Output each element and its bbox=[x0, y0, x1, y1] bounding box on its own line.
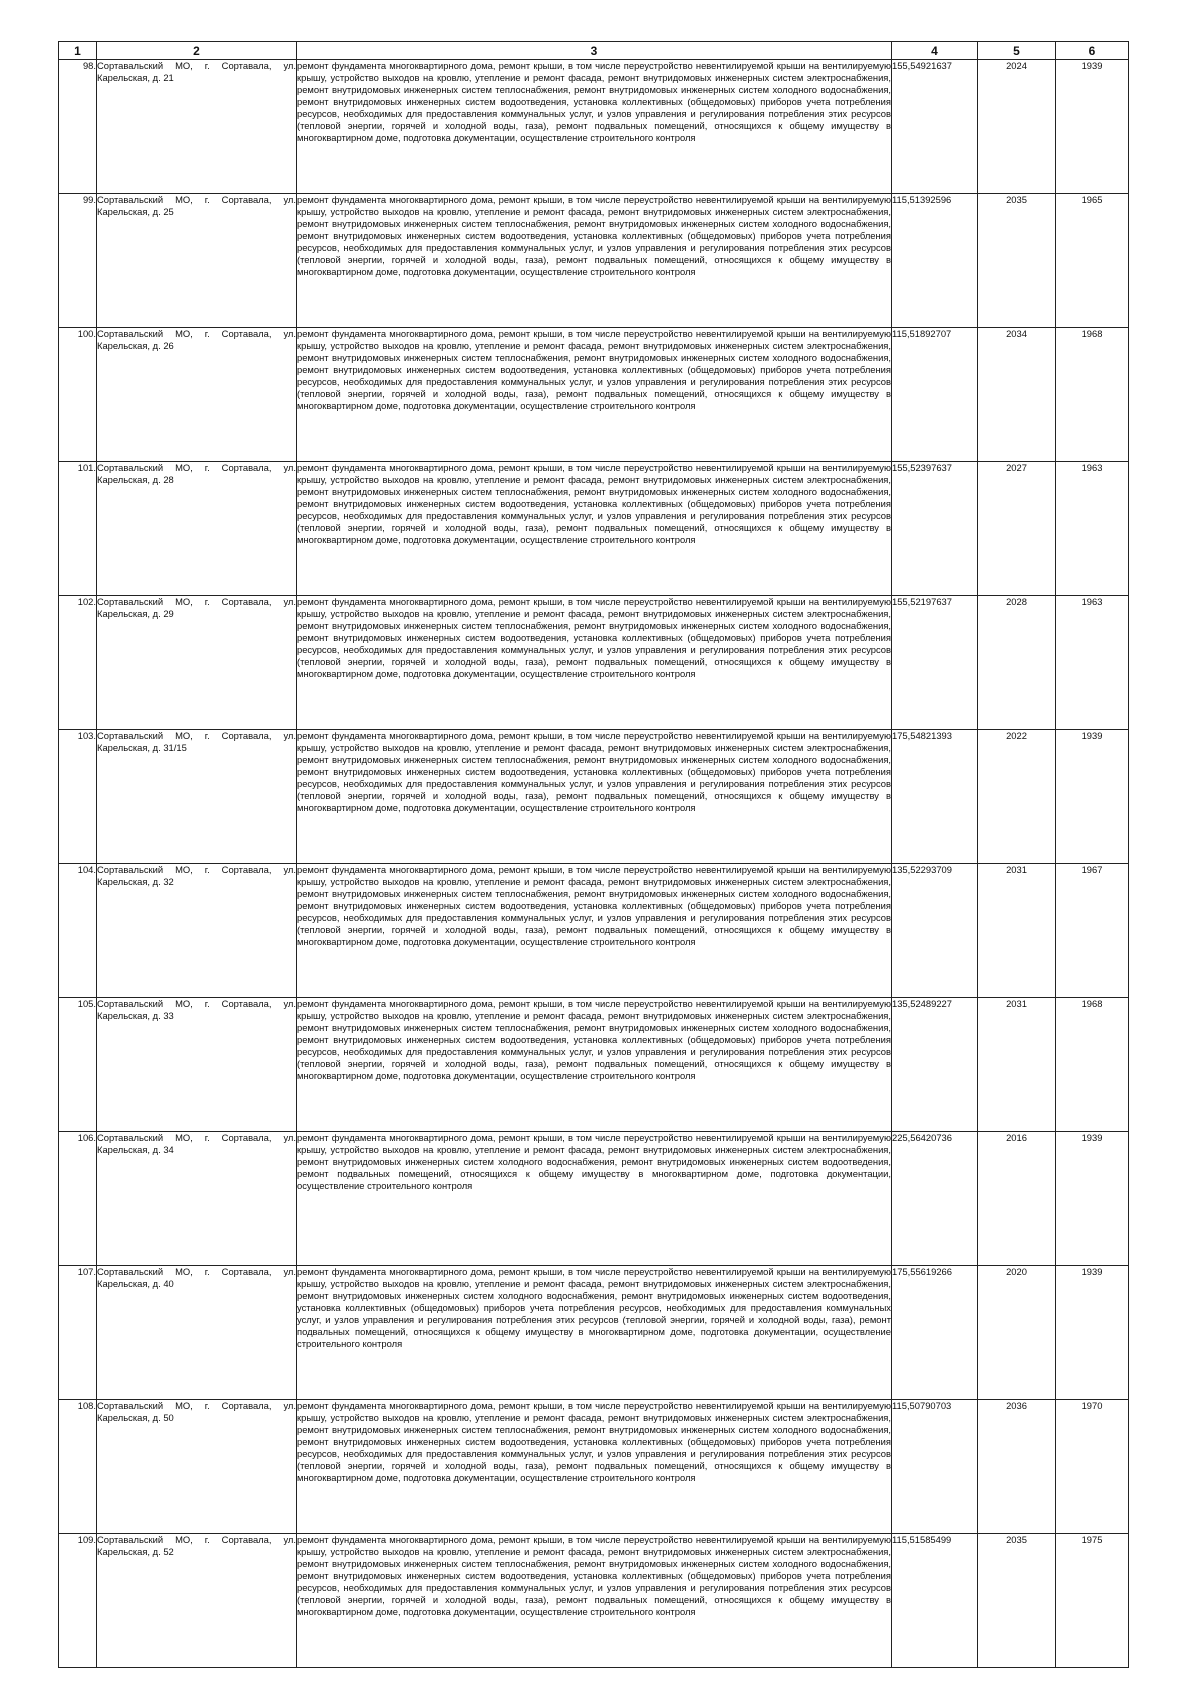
row-year: 2031 bbox=[978, 864, 1056, 998]
row-cost: 155,52397637 bbox=[892, 462, 978, 596]
row-built: 1963 bbox=[1056, 596, 1129, 730]
row-works: ремонт фундамента многоквартирного дома, ремонт крыши, в том числе переустройство невентилируемой крыши на вентилируемую крышу, устройство выходов на кровлю, утепление и ремонт фасада, ремонт внутридомовых инженерных систем электроснабжения, ремонт внутридомовых инженерных систем теплоснабжения, ремонт внутридомовых инженерных систем холодного водоснабжения, ремонт внутридомовых инженерных систем водоотведения, установка коллективных (общедомовых) приборов учета потребления ресурсов, необходимых для предоставления коммунальных услуг, и узлов управления и регулирования потребления этих ресурсов (тепловой энергии, горячей и холодной воды, газа), ремонт подвальных помещений, относящихся к общему имуществу в многоквартирном доме, подготовка документации, осуществление строительного контроля bbox=[297, 462, 892, 596]
row-cost: 225,56420736 bbox=[892, 1132, 978, 1266]
row-cost: 175,54821393 bbox=[892, 730, 978, 864]
col-header-6: 6 bbox=[1056, 42, 1129, 60]
row-year: 2027 bbox=[978, 462, 1056, 596]
row-number: 101. bbox=[59, 462, 97, 596]
table-row bbox=[59, 1534, 1129, 1668]
register-table bbox=[58, 41, 1129, 1668]
row-address: Сортавальский МО, г. Сортавала, ул. Карельская, д. 29 bbox=[97, 596, 297, 730]
row-built: 1967 bbox=[1056, 864, 1129, 998]
row-works: ремонт фундамента многоквартирного дома, ремонт крыши, в том числе переустройство невентилируемой крыши на вентилируемую крышу, устройство выходов на кровлю, утепление и ремонт фасада, ремонт внутридомовых инженерных систем электроснабжения, ремонт внутридомовых инженерных систем теплоснабжения, ремонт внутридомовых инженерных систем холодного водоснабжения, ремонт внутридомовых инженерных систем водоотведения, установка коллективных (общедомовых) приборов учета потребления ресурсов, необходимых для предоставления коммунальных услуг, и узлов управления и регулирования потребления этих ресурсов (тепловой энергии, горячей и холодной воды, газа), ремонт подвальных помещений, относящихся к общему имуществу в многоквартирном доме, подготовка документации, осуществление строительного контроля bbox=[297, 730, 892, 864]
table-row bbox=[59, 328, 1129, 462]
row-number: 99. bbox=[59, 194, 97, 328]
table-row bbox=[59, 1132, 1129, 1266]
table-row bbox=[59, 194, 1129, 328]
row-address: Сортавальский МО, г. Сортавала, ул. Карельская, д. 33 bbox=[97, 998, 297, 1132]
row-built: 1975 bbox=[1056, 1534, 1129, 1668]
row-address: Сортавальский МО, г. Сортавала, ул. Карельская, д. 32 bbox=[97, 864, 297, 998]
row-cost: 175,55619266 bbox=[892, 1266, 978, 1400]
row-works: ремонт фундамента многоквартирного дома, ремонт крыши, в том числе переустройство невентилируемой крыши на вентилируемую крышу, устройство выходов на кровлю, утепление и ремонт фасада, ремонт внутридомовых инженерных систем электроснабжения, ремонт внутридомовых инженерных систем теплоснабжения, ремонт внутридомовых инженерных систем холодного водоснабжения, ремонт внутридомовых инженерных систем водоотведения, установка коллективных (общедомовых) приборов учета потребления ресурсов, необходимых для предоставления коммунальных услуг, и узлов управления и регулирования потребления этих ресурсов (тепловой энергии, горячей и холодной воды, газа), ремонт подвальных помещений, относящихся к общему имуществу в многоквартирном доме, подготовка документации, осуществление строительного контроля bbox=[297, 1534, 892, 1668]
row-built: 1939 bbox=[1056, 1266, 1129, 1400]
row-year: 2034 bbox=[978, 328, 1056, 462]
row-address: Сортавальский МО, г. Сортавала, ул. Карельская, д. 28 bbox=[97, 462, 297, 596]
row-works: ремонт фундамента многоквартирного дома, ремонт крыши, в том числе переустройство невентилируемой крыши на вентилируемую крышу, устройство выходов на кровлю, утепление и ремонт фасада, ремонт внутридомовых инженерных систем электроснабжения, ремонт внутридомовых инженерных систем теплоснабжения, ремонт внутридомовых инженерных систем холодного водоснабжения, ремонт внутридомовых инженерных систем водоотведения, установка коллективных (общедомовых) приборов учета потребления ресурсов, необходимых для предоставления коммунальных услуг, и узлов управления и регулирования потребления этих ресурсов (тепловой энергии, горячей и холодной воды, газа), ремонт подвальных помещений, относящихся к общему имуществу в многоквартирном доме, подготовка документации, осуществление строительного контроля bbox=[297, 328, 892, 462]
row-year: 2016 bbox=[978, 1132, 1056, 1266]
row-year: 2024 bbox=[978, 60, 1056, 194]
row-year: 2035 bbox=[978, 194, 1056, 328]
row-cost: 115,51585499 bbox=[892, 1534, 978, 1668]
row-address: Сортавальский МО, г. Сортавала, ул. Карельская, д. 34 bbox=[97, 1132, 297, 1266]
row-works: ремонт фундамента многоквартирного дома, ремонт крыши, в том числе переустройство невентилируемой крыши на вентилируемую крышу, устройство выходов на кровлю, утепление и ремонт фасада, ремонт внутридомовых инженерных систем электроснабжения, ремонт внутридомовых инженерных систем теплоснабжения, ремонт внутридомовых инженерных систем холодного водоснабжения, ремонт внутридомовых инженерных систем водоотведения, установка коллективных (общедомовых) приборов учета потребления ресурсов, необходимых для предоставления коммунальных услуг, и узлов управления и регулирования потребления этих ресурсов (тепловой энергии, горячей и холодной воды, газа), ремонт подвальных помещений, относящихся к общему имуществу в многоквартирном доме, подготовка документации, осуществление строительного контроля bbox=[297, 596, 892, 730]
row-address: Сортавальский МО, г. Сортавала, ул. Карельская, д. 26 bbox=[97, 328, 297, 462]
table-row bbox=[59, 596, 1129, 730]
table-row bbox=[59, 1400, 1129, 1534]
table-row bbox=[59, 60, 1129, 194]
row-number: 108. bbox=[59, 1400, 97, 1534]
row-built: 1968 bbox=[1056, 328, 1129, 462]
row-year: 2020 bbox=[978, 1266, 1056, 1400]
row-works: ремонт фундамента многоквартирного дома, ремонт крыши, в том числе переустройство невентилируемой крыши на вентилируемую крышу, устройство выходов на кровлю, утепление и ремонт фасада, ремонт внутридомовых инженерных систем электроснабжения, ремонт внутридомовых инженерных систем холодного водоснабжения, ремонт внутридомовых инженерных систем водоотведения, установка коллективных (общедомовых) приборов учета потребления ресурсов, необходимых для предоставления коммунальных услуг, и узлов управления и регулирования потребления этих ресурсов (тепловой энергии, горячей и холодной воды, газа), ремонт подвальных помещений, относящихся к общему имуществу в многоквартирном доме, подготовка документации, осуществление строительного контроля bbox=[297, 1266, 892, 1400]
row-built: 1939 bbox=[1056, 730, 1129, 864]
row-cost: 115,51892707 bbox=[892, 328, 978, 462]
row-cost: 115,50790703 bbox=[892, 1400, 978, 1534]
row-address: Сортавальский МО, г. Сортавала, ул. Карельская, д. 50 bbox=[97, 1400, 297, 1534]
row-works: ремонт фундамента многоквартирного дома, ремонт крыши, в том числе переустройство невентилируемой крыши на вентилируемую крышу, устройство выходов на кровлю, утепление и ремонт фасада, ремонт внутридомовых инженерных систем электроснабжения, ремонт внутридомовых инженерных систем теплоснабжения, ремонт внутридомовых инженерных систем холодного водоснабжения, ремонт внутридомовых инженерных систем водоотведения, установка коллективных (общедомовых) приборов учета потребления ресурсов, необходимых для предоставления коммунальных услуг, и узлов управления и регулирования потребления этих ресурсов (тепловой энергии, горячей и холодной воды, газа), ремонт подвальных помещений, относящихся к общему имуществу в многоквартирном доме, подготовка документации, осуществление строительного контроля bbox=[297, 60, 892, 194]
row-address: Сортавальский МО, г. Сортавала, ул. Карельская, д. 52 bbox=[97, 1534, 297, 1668]
col-header-5: 5 bbox=[978, 42, 1056, 60]
row-address: Сортавальский МО, г. Сортавала, ул. Карельская, д. 40 bbox=[97, 1266, 297, 1400]
col-header-4: 4 bbox=[892, 42, 978, 60]
table-row bbox=[59, 730, 1129, 864]
row-works: ремонт фундамента многоквартирного дома, ремонт крыши, в том числе переустройство невентилируемой крыши на вентилируемую крышу, устройство выходов на кровлю, утепление и ремонт фасада, ремонт внутридомовых инженерных систем электроснабжения, ремонт внутридомовых инженерных систем холодного водоснабжения, ремонт внутридомовых инженерных систем водоотведения, ремонт подвальных помещений, относящихся к общему имуществу в многоквартирном доме, подготовка документации, осуществление строительного контроля bbox=[297, 1132, 892, 1266]
row-year: 2036 bbox=[978, 1400, 1056, 1534]
row-year: 2035 bbox=[978, 1534, 1056, 1668]
row-built: 1965 bbox=[1056, 194, 1129, 328]
row-number: 103. bbox=[59, 730, 97, 864]
row-number: 102. bbox=[59, 596, 97, 730]
row-number: 100. bbox=[59, 328, 97, 462]
row-built: 1970 bbox=[1056, 1400, 1129, 1534]
table-row bbox=[59, 1266, 1129, 1400]
row-year: 2022 bbox=[978, 730, 1056, 864]
row-cost: 115,51392596 bbox=[892, 194, 978, 328]
table-row bbox=[59, 998, 1129, 1132]
row-number: 104. bbox=[59, 864, 97, 998]
table-row bbox=[59, 462, 1129, 596]
table-row bbox=[59, 864, 1129, 998]
col-header-1: 1 bbox=[59, 42, 97, 60]
row-built: 1939 bbox=[1056, 1132, 1129, 1266]
row-number: 107. bbox=[59, 1266, 97, 1400]
row-address: Сортавальский МО, г. Сортавала, ул. Карельская, д. 31/15 bbox=[97, 730, 297, 864]
row-built: 1963 bbox=[1056, 462, 1129, 596]
row-works: ремонт фундамента многоквартирного дома, ремонт крыши, в том числе переустройство невентилируемой крыши на вентилируемую крышу, устройство выходов на кровлю, утепление и ремонт фасада, ремонт внутридомовых инженерных систем электроснабжения, ремонт внутридомовых инженерных систем теплоснабжения, ремонт внутридомовых инженерных систем холодного водоснабжения, ремонт внутридомовых инженерных систем водоотведения, установка коллективных (общедомовых) приборов учета потребления ресурсов, необходимых для предоставления коммунальных услуг, и узлов управления и регулирования потребления этих ресурсов (тепловой энергии, горячей и холодной воды, газа), ремонт подвальных помещений, относящихся к общему имуществу в многоквартирном доме, подготовка документации, осуществление строительного контроля bbox=[297, 864, 892, 998]
row-number: 106. bbox=[59, 1132, 97, 1266]
header-row bbox=[59, 42, 1129, 60]
table-header bbox=[59, 42, 1129, 60]
row-address: Сортавальский МО, г. Сортавала, ул. Карельская, д. 21 bbox=[97, 60, 297, 194]
row-built: 1939 bbox=[1056, 60, 1129, 194]
row-works: ремонт фундамента многоквартирного дома, ремонт крыши, в том числе переустройство невентилируемой крыши на вентилируемую крышу, устройство выходов на кровлю, утепление и ремонт фасада, ремонт внутридомовых инженерных систем электроснабжения, ремонт внутридомовых инженерных систем теплоснабжения, ремонт внутридомовых инженерных систем холодного водоснабжения, ремонт внутридомовых инженерных систем водоотведения, установка коллективных (общедомовых) приборов учета потребления ресурсов, необходимых для предоставления коммунальных услуг, и узлов управления и регулирования потребления этих ресурсов (тепловой энергии, горячей и холодной воды, газа), ремонт подвальных помещений, относящихся к общему имуществу в многоквартирном доме, подготовка документации, осуществление строительного контроля bbox=[297, 1400, 892, 1534]
row-number: 109. bbox=[59, 1534, 97, 1668]
row-built: 1968 bbox=[1056, 998, 1129, 1132]
row-year: 2028 bbox=[978, 596, 1056, 730]
row-cost: 135,52489227 bbox=[892, 998, 978, 1132]
row-year: 2031 bbox=[978, 998, 1056, 1132]
row-cost: 155,52197637 bbox=[892, 596, 978, 730]
row-number: 105. bbox=[59, 998, 97, 1132]
col-header-3: 3 bbox=[297, 42, 892, 60]
row-cost: 155,54921637 bbox=[892, 60, 978, 194]
col-header-2: 2 bbox=[97, 42, 297, 60]
row-address: Сортавальский МО, г. Сортавала, ул. Карельская, д. 25 bbox=[97, 194, 297, 328]
row-cost: 135,52293709 bbox=[892, 864, 978, 998]
table-body bbox=[59, 60, 1129, 1668]
row-works: ремонт фундамента многоквартирного дома, ремонт крыши, в том числе переустройство невентилируемой крыши на вентилируемую крышу, устройство выходов на кровлю, утепление и ремонт фасада, ремонт внутридомовых инженерных систем электроснабжения, ремонт внутридомовых инженерных систем теплоснабжения, ремонт внутридомовых инженерных систем холодного водоснабжения, ремонт внутридомовых инженерных систем водоотведения, установка коллективных (общедомовых) приборов учета потребления ресурсов, необходимых для предоставления коммунальных услуг, и узлов управления и регулирования потребления этих ресурсов (тепловой энергии, горячей и холодной воды, газа), ремонт подвальных помещений, относящихся к общему имуществу в многоквартирном доме, подготовка документации, осуществление строительного контроля bbox=[297, 998, 892, 1132]
row-works: ремонт фундамента многоквартирного дома, ремонт крыши, в том числе переустройство невентилируемой крыши на вентилируемую крышу, устройство выходов на кровлю, утепление и ремонт фасада, ремонт внутридомовых инженерных систем электроснабжения, ремонт внутридомовых инженерных систем теплоснабжения, ремонт внутридомовых инженерных систем холодного водоснабжения, ремонт внутридомовых инженерных систем водоотведения, установка коллективных (общедомовых) приборов учета потребления ресурсов, необходимых для предоставления коммунальных услуг, и узлов управления и регулирования потребления этих ресурсов (тепловой энергии, горячей и холодной воды, газа), ремонт подвальных помещений, относящихся к общему имуществу в многоквартирном доме, подготовка документации, осуществление строительного контроля bbox=[297, 194, 892, 328]
row-number: 98. bbox=[59, 60, 97, 194]
